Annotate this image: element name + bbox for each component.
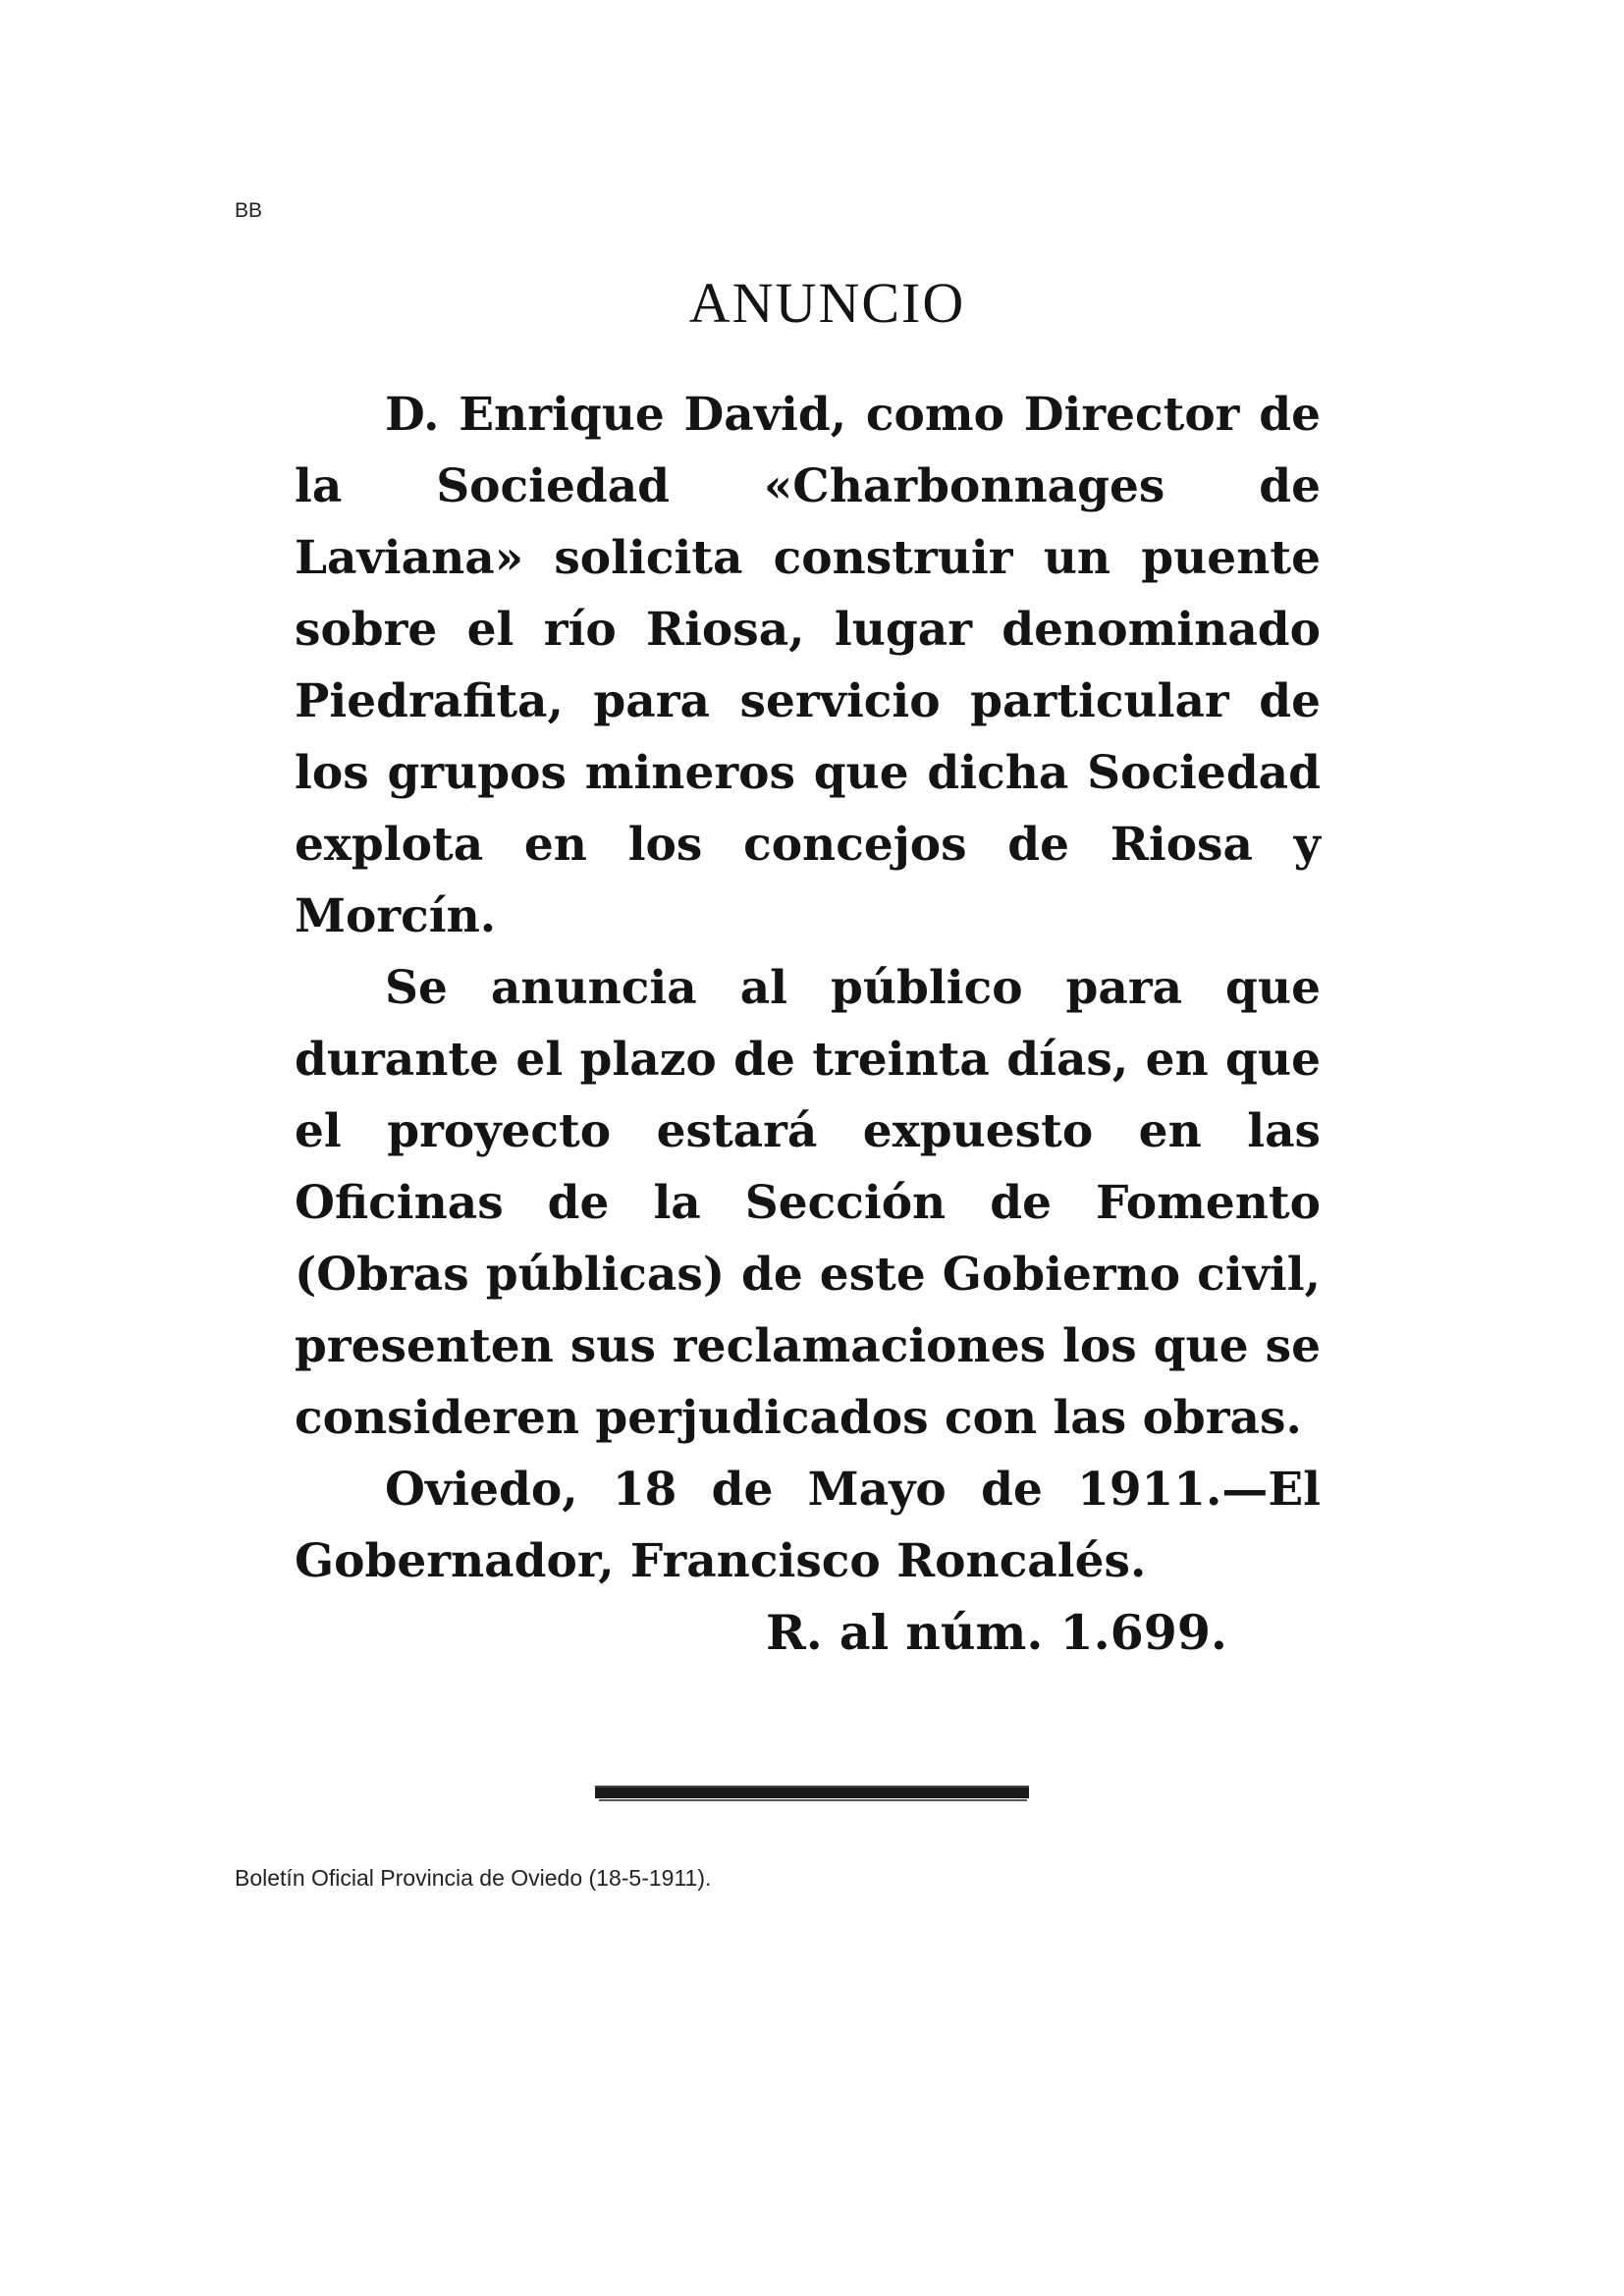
notice-signature: Oviedo, 18 de Mayo de 1911.—El Gobernador, Francisco Roncalés. [295, 1463, 1321, 1588]
notice-paragraph-2: Se anuncia al público para que durante el plazo de treinta días, en que el proyecto estará expuesto en las Oficinas de la Sección de Fomento (Obras públicas) de este Gobierno civil, presenten sus reclamaciones los que se consideren perjudicados con las obras. [295, 961, 1321, 1445]
notice-paragraph-1: D. Enrique David, como Director de la Sociedad «Charbonnages de Laviana» solicita construir un puente sobre el río Riosa, lugar denominado Piedrafita, para servicio particular de los grupos mineros que dicha Sociedad explota en los concejos de Riosa y Morcín. [295, 388, 1321, 943]
notice-reference: R. al núm. 1.699. [766, 1604, 1227, 1661]
notice-clipping [295, 270, 1321, 1669]
closing-rule [595, 1786, 1029, 1798]
notice-title: ANUNCIO [688, 271, 966, 335]
page-label: BB [235, 199, 263, 222]
closing-rule-underline [599, 1799, 1027, 1801]
notice-body [295, 379, 1321, 1669]
source-caption: Boletín Oficial Provincia de Oviedo (18-5-1911). [235, 1865, 712, 1891]
